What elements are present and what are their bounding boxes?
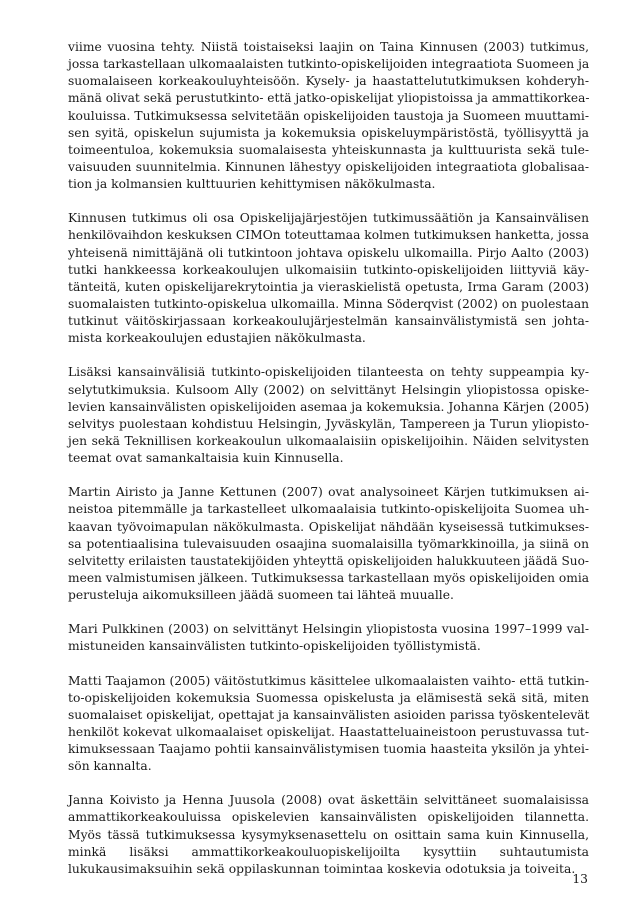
text-line: kimuksessaan Taajamo pohtii kansainvälistymisen tuomia haasteita yksilön ja yhtei- [68, 742, 589, 757]
text-line: Matti Taajamon (2005) väitöstutkimus käsittelee ulkomaalaisten vaihto- että tutkin- [68, 673, 589, 688]
paragraph-1 [68, 39, 589, 193]
text-line: jen sekä Teknillisen korkeakoulun ulkomaalaisiin opiskelijoihin. Näiden selvitysten [68, 433, 589, 448]
paragraph-6 [68, 673, 589, 776]
text-line: mista korkeakoulujen edustajien näkökulmasta. [68, 331, 366, 346]
text-line: neistoa pitemmälle ja tarkastelleet ulkomaalaisia tutkinto-opiskelijoita Suomea uh- [68, 502, 589, 517]
text-line: selvitetty erilaisten taustatekijöiden yhteyttä opiskelijoiden halukkuuteen jäädä Suo- [68, 553, 589, 568]
text-line: tänteitä, kuten opiskelijarekrytointia ja vieraskielistä opetusta, Irma Garam (2003) [68, 279, 589, 294]
paragraph-3 [68, 364, 589, 467]
text-line: teemat ovat samankaltaisia kuin Kinnusella. [68, 451, 344, 466]
text-line: mänä olivat sekä perustutkinto- että jatko-opiskelijat yliopistoissa ja ammattikorkea- [68, 91, 590, 106]
text-line: suomalaiseen korkeakouluyhteisöön. Kysely- ja haastattelututkimuksen kohderyh- [68, 74, 589, 89]
paragraph-5 [68, 621, 589, 655]
text-line: Myös tässä tutkimuksessa kysymyksenasettelu on osittain sama kuin Kinnusella, [68, 827, 589, 842]
text-line: suomalaiset opiskelijat, opettajat ja kansainvälisten asioiden parissa työskentelevät [68, 707, 590, 722]
text-line: minkä lisäksi ammattikorkeakouluopiskelijoilta kysyttiin suhtautumista [68, 844, 589, 859]
text-line: henkilöt kokevat ulkomaalaiset opiskelijat. Haastatteluaineistoon perustuvassa tut- [68, 724, 589, 739]
text-line: meen valmistumisen jälkeen. Tutkimuksessa tarkastellaan myös opiskelijoiden omia [68, 570, 590, 585]
paragraph-7 [68, 792, 589, 878]
text-line: kouluissa. Tutkimuksessa selvitetään opiskelijoiden taustoja ja Suomeen muuttami- [68, 108, 589, 123]
document-page [68, 39, 589, 895]
text-line: sen syitä, opiskelun sujumista ja kokemuksia opiskeluympäristöstä, työllisyyttä ja [68, 125, 589, 140]
text-line: ammattikorkeakouluissa opiskelevien kansainvälisten opiskelijoiden tilannetta. [68, 810, 589, 825]
text-line: henkilövaihdon keskuksen CIMOn toteuttamaa kolmen tutkimuksen hanketta, jossa [68, 228, 590, 243]
text-line: Mari Pulkkinen (2003) on selvittänyt Helsingin yliopistosta vuosina 1997–1999 val- [68, 622, 589, 637]
text-line: tion ja kolmansien kulttuurien kehittymisen näkökulmasta. [68, 177, 436, 192]
text-line: sa potentiaalisina tulevaisuuden osaajina suomalaisilla työmarkkinoilla, ja siinä on [68, 536, 589, 551]
text-line: Martin Airisto ja Janne Kettunen (2007) ovat analysoineet Kärjen tutkimuksen ai- [68, 485, 589, 500]
text-line: perusteluja aikomuksilleen jäädä suomeen tai lähteä muualle. [68, 588, 454, 603]
text-line: sön kannalta. [68, 759, 152, 774]
text-line: Janna Koivisto ja Henna Juusola (2008) ovat äskettäin selvittäneet suomalaisissa [68, 793, 589, 808]
text-line: to-opiskelijoiden kokemuksia Suomessa opiskelusta ja elämisestä sekä sitä, miten [68, 690, 589, 705]
paragraph-4 [68, 484, 589, 604]
text-line: lukukausimaksuihin sekä oppilaskunnan toimintaa koskevia odotuksia ja toiveita. [68, 861, 576, 876]
text-line: jossa tarkastellaan ulkomaalaisten tutkinto-opiskelijoiden integraatiota Suomeen ja [68, 57, 590, 72]
text-line: viime vuosina tehty. Niistä toistaiseksi laajin on Taina Kinnusen (2003) tutkimus, [68, 40, 589, 54]
page-number: 13 [572, 872, 588, 886]
text-line: tutki hankkeessa korkeakoulujen ulkomaisiin tutkinto-opiskelijoiden liittyviä käy- [68, 262, 589, 277]
text-line: kaavan työvoimapulan näkökulmasta. Opiskelijat nähdään kyseisessä tutkimukses- [68, 519, 589, 534]
text-line: suomalaisten tutkinto-opiskelua ulkomailla. Minna Söderqvist (2002) on puolestaan [68, 296, 590, 311]
text-line: vaisuuden suunnitelmia. Kinnunen lähestyy opiskelijoiden integraatiota globalisaa- [68, 159, 589, 174]
text-line: selytutkimuksia. Kulsoom Ally (2002) on selvittänyt Helsingin yliopistossa opiske- [68, 382, 589, 397]
text-line: yhteisenä nimittäjänä oli tutkintoon johtava opiskelu ulkomailla. Pirjo Aalto (2003) [68, 245, 589, 260]
text-line: selvitys puolestaan kohdistuu Helsingin, Jyväskylän, Tampereen ja Turun yliopisto- [68, 416, 589, 431]
text-line: Kinnusen tutkimus oli osa Opiskelijajärjestöjen tutkimussäätiön ja Kansainvälisen [68, 211, 589, 226]
text-line: mistuneiden kansainvälisten tutkinto-opiskelijoiden työllistymistä. [68, 639, 481, 654]
paragraph-2 [68, 210, 589, 347]
text-line: Lisäksi kansainvälisiä tutkinto-opiskelijoiden tilanteesta on tehty suppeampia ky- [68, 365, 589, 380]
text-line: tutkinut väitöskirjassaan korkeakoulujärjestelmän kansainvälistymistä sen johta- [68, 314, 589, 329]
text-line: levien kansainvälisten opiskelijoiden asemaa ja kokemuksia. Johanna Kärjen (2005) [68, 399, 590, 414]
text-line: toimeentuloa, kokemuksia suomalaisesta yhteiskunnasta ja kulttuurista sekä tule- [68, 142, 589, 157]
